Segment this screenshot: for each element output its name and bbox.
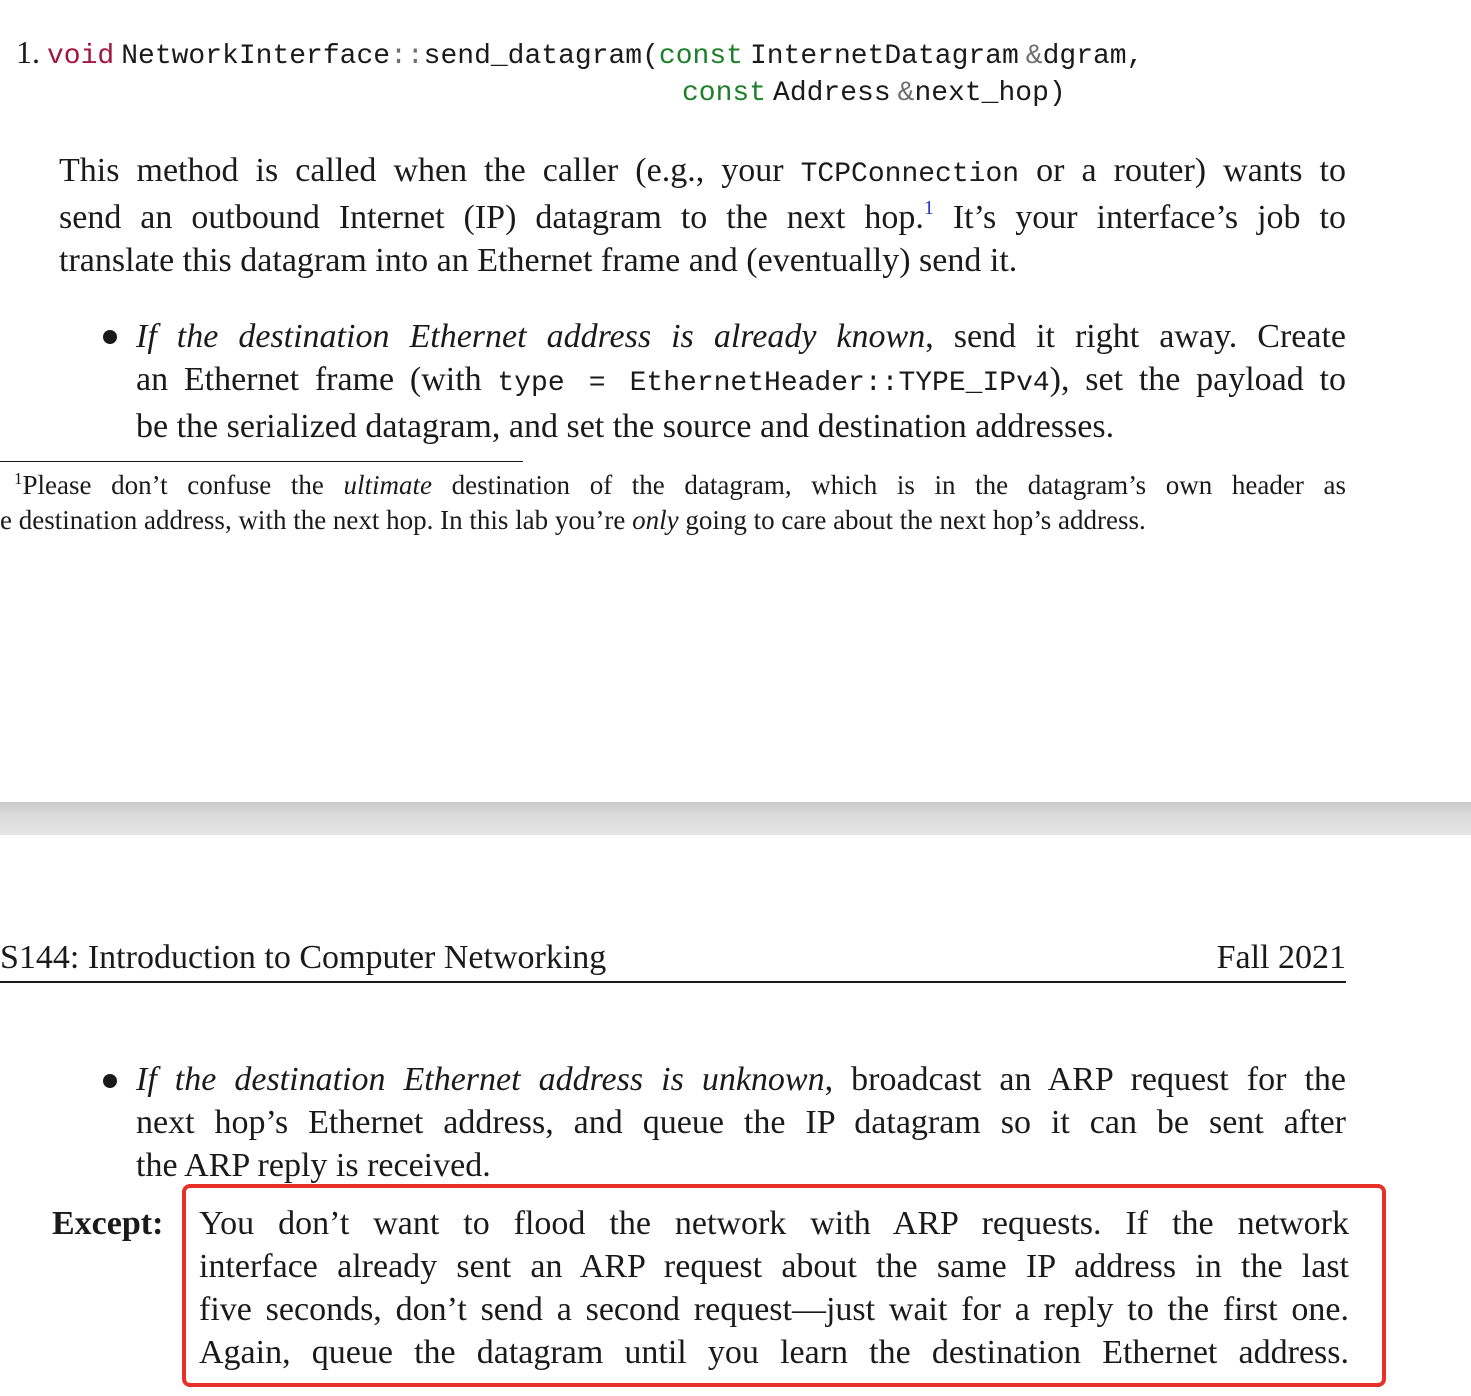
item-number: 1.: [16, 34, 40, 70]
param-type: InternetDatagram: [749, 41, 1019, 72]
return-type: void: [47, 41, 115, 72]
class-name: NetworkInterface: [121, 41, 391, 72]
intro-line: [59, 196, 1346, 239]
intro-line: [59, 149, 1346, 196]
text-span: send an outbound Internet (IP) datagram to the next hop.: [59, 199, 924, 236]
footnote-mark: 1: [14, 469, 23, 488]
italic-text: ultimate: [343, 470, 432, 500]
bullet-line: the ARP reply is received.: [136, 1147, 491, 1184]
footnote-rule: [0, 461, 523, 462]
bullet-icon: [103, 330, 117, 344]
header-rule: [0, 981, 1346, 983]
text-span: ), set the payload to: [1049, 361, 1346, 398]
bullet-line: [136, 358, 1346, 405]
code-tcpconnection: TCPConnection: [800, 159, 1020, 190]
param-name: next_hop): [914, 78, 1066, 109]
const-keyword: const: [682, 78, 767, 109]
ampersand: &: [1025, 41, 1043, 72]
text-span: e destination address, with the next hop. In this lab you’re: [0, 505, 633, 535]
running-header-term: Fall 2021: [1216, 939, 1346, 976]
text-span: or a router) wants to: [1019, 152, 1346, 189]
bullet-icon: [103, 1074, 117, 1088]
text-span: , send it right away. Create: [925, 318, 1346, 355]
except-line: five seconds, don’t send a second request—just wait for a reply to the first one.: [199, 1291, 1349, 1328]
footnote-line2: [0, 503, 1146, 538]
except-label: Except:: [52, 1205, 164, 1242]
italic-text: only: [632, 505, 679, 535]
bullet-known-address: [136, 315, 1346, 448]
footnote: [14, 468, 1346, 503]
bullet-unknown-address: [136, 1058, 1346, 1187]
italic-text: If the destination Ethernet address is unknown: [136, 1061, 825, 1098]
param-type: Address: [773, 78, 891, 109]
bullet-line: [136, 1058, 1346, 1101]
bullet-line: be the serialized datagram, and set the source and destination addresses.: [136, 408, 1115, 445]
text-span: This method is called when the caller (e.g., your: [59, 152, 801, 189]
method-signature: [16, 32, 1143, 77]
except-line: You don’t want to flood the network with ARP requests. If the network: [199, 1205, 1349, 1242]
page-break: [0, 802, 1471, 835]
except-line: interface already sent an ARP request about the same IP address in the last: [199, 1248, 1349, 1285]
const-keyword: const: [658, 41, 743, 72]
highlight-box: [182, 1184, 1386, 1387]
code-ethertype: type = EthernetHeader::TYPE_IPv4: [497, 368, 1050, 399]
method-signature-line2: [682, 72, 1066, 114]
ampersand: &: [897, 78, 915, 109]
footnote-reference[interactable]: 1: [923, 197, 934, 219]
intro-line: translate this datagram into an Ethernet frame and (eventually) send it.: [59, 242, 1018, 279]
intro-paragraph: [59, 149, 1346, 282]
text-span: an Ethernet frame (with: [136, 361, 498, 398]
text-span: Please don’t confuse the: [22, 470, 344, 500]
text-span: , broadcast an ARP request for the: [824, 1061, 1346, 1098]
bullet-line: next hop’s Ethernet address, and queue the IP datagram so it can be sent after: [136, 1104, 1346, 1141]
bullet-line: [136, 315, 1346, 358]
scope-operator: ::: [390, 41, 424, 72]
param-name: dgram,: [1042, 41, 1144, 72]
italic-text: If the destination Ethernet address is already known: [136, 318, 926, 355]
except-line: Again, queue the datagram until you learn the destination Ethernet address.: [199, 1334, 1349, 1371]
text-span: destination of the datagram, which is in the datagram’s own header as: [431, 470, 1346, 500]
running-header-course: S144: Introduction to Computer Networking: [0, 939, 607, 976]
method-name: send_datagram: [423, 41, 643, 72]
text-span: going to care about the next hop’s address.: [678, 505, 1146, 535]
open-paren: (: [642, 41, 659, 72]
text-span: It’s your interface’s job to: [933, 199, 1346, 236]
